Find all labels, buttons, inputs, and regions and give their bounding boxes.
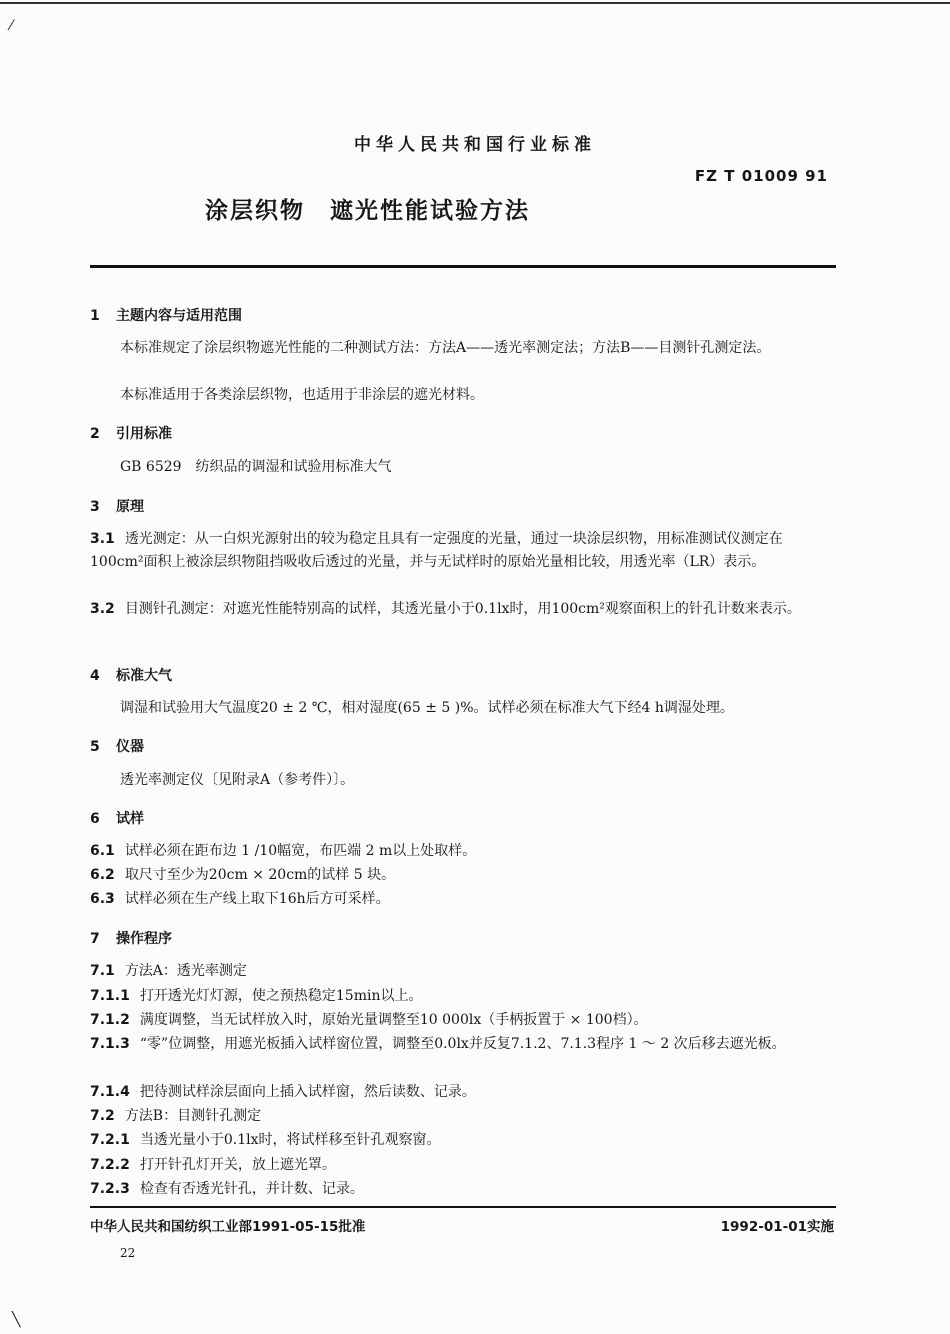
clause-7-1-2 bbox=[90, 1009, 836, 1032]
section-1-heading bbox=[90, 305, 242, 325]
clause-number: 6.2 bbox=[90, 867, 115, 883]
clause-7-1-1 bbox=[90, 985, 836, 1008]
section-1-paragraph-1: 本标准规定了涂层织物遮光性能的二种测试方法：方法A——透光率测定法；方法B——目测针孔测定法。 bbox=[120, 340, 771, 356]
clause-7-1-4 bbox=[90, 1081, 836, 1104]
clause-text: 透光测定：从一白炽光源射出的较为稳定且具有一定强度的光量，通过一块涂层织物，用标准测试仪测定在100cm²面积上被涂层织物阻挡吸收后透过的光量，并与无试样时的原始光量相比较，用透光率（LR）表示。 bbox=[90, 531, 783, 570]
clause-text: 把待测试样涂层面向上插入试样窗，然后读数、记录。 bbox=[139, 1084, 476, 1100]
page-number: 22 bbox=[120, 1246, 136, 1260]
clause-text: 目测针孔测定：对遮光性能特别高的试样，其透光量小于0.1lx时，用100cm²观察面积上的针孔计数来表示。 bbox=[124, 601, 801, 617]
clause-7-2-2 bbox=[90, 1154, 836, 1177]
section-3-heading bbox=[90, 496, 144, 516]
clause-text: 方法A：透光率测定 bbox=[124, 963, 247, 979]
section-number: 1 bbox=[90, 308, 100, 324]
approval-line: 中华人民共和国纺织工业部1991-05-15批准 bbox=[90, 1219, 366, 1235]
clause-text: 当透光量小于0.1lx时，将试样移至针孔观察窗。 bbox=[139, 1132, 441, 1148]
clause-7-2-1 bbox=[90, 1129, 836, 1152]
clause-number: 7.1.3 bbox=[90, 1036, 130, 1052]
document-title: 涂层织物 遮光性能试验方法 bbox=[205, 198, 530, 224]
clause-7-2 bbox=[90, 1105, 836, 1128]
section-number: 2 bbox=[90, 426, 100, 442]
section-title: 标准大气 bbox=[116, 668, 172, 684]
section-number: 4 bbox=[90, 668, 100, 684]
clause-text: 打开针孔灯开关，放上遮光罩。 bbox=[139, 1157, 336, 1173]
clause-number: 7.1.1 bbox=[90, 988, 130, 1004]
section-number: 5 bbox=[90, 739, 100, 755]
clause-text: 试样必须在生产线上取下16h后方可采样。 bbox=[124, 891, 390, 907]
section-4-heading bbox=[90, 665, 172, 685]
clause-6-2 bbox=[90, 864, 836, 887]
reference-standard: GB 6529 纺织品的调湿和试验用标准大气 bbox=[120, 459, 392, 475]
clause-text: 试样必须在距布边 1 /10幅宽，布匹端 2 m以上处取样。 bbox=[124, 843, 477, 859]
publisher-line: 中华人民共和国行业标准 bbox=[354, 135, 596, 155]
section-6-heading bbox=[90, 808, 144, 828]
section-1-paragraph-2: 本标准适用于各类涂层织物，也适用于非涂层的遮光材料。 bbox=[120, 387, 484, 403]
clause-number: 6.1 bbox=[90, 843, 115, 859]
clause-number: 3.1 bbox=[90, 531, 115, 547]
section-title: 主题内容与适用范围 bbox=[116, 308, 242, 324]
clause-text: 打开透光灯灯源，使之预热稳定15min以上。 bbox=[139, 988, 423, 1004]
clause-3-2 bbox=[90, 598, 836, 621]
clause-7-2-3 bbox=[90, 1178, 836, 1201]
scan-edge-line bbox=[0, 2, 950, 4]
section-number: 7 bbox=[90, 931, 100, 947]
clause-6-3 bbox=[90, 888, 836, 911]
clause-number: 7.1.4 bbox=[90, 1084, 130, 1100]
clause-number: 7.2 bbox=[90, 1108, 115, 1124]
standard-code: FZ T 01009 91 bbox=[694, 167, 828, 185]
section-7-heading bbox=[90, 928, 172, 948]
section-title: 试样 bbox=[116, 811, 144, 827]
clause-number: 3.2 bbox=[90, 601, 115, 617]
section-5-paragraph: 透光率测定仪〔见附录A（参考件）〕。 bbox=[120, 772, 355, 788]
section-number: 6 bbox=[90, 811, 100, 827]
clause-number: 6.3 bbox=[90, 891, 115, 907]
section-title: 引用标准 bbox=[116, 426, 172, 442]
clause-7-1 bbox=[90, 960, 836, 983]
section-title: 操作程序 bbox=[116, 931, 172, 947]
clause-number: 7.2.3 bbox=[90, 1181, 130, 1197]
clause-text: 取尺寸至少为20cm × 20cm的试样 5 块。 bbox=[124, 867, 396, 883]
clause-number: 7.2.1 bbox=[90, 1132, 130, 1148]
scan-mark-icon: ╲ bbox=[12, 1312, 21, 1328]
clause-3-1 bbox=[90, 528, 836, 574]
clause-number: 7.1.2 bbox=[90, 1012, 130, 1028]
section-4-paragraph: 调湿和试验用大气温度20 ± 2 ℃，相对湿度(65 ± 5 )%。试样必须在标准大气下经4 h调湿处理。 bbox=[120, 700, 734, 716]
section-title: 仪器 bbox=[116, 739, 144, 755]
clause-text: “零”位调整，用遮光板插入试样窗位置，调整至0.0lx并反复7.1.2、7.1.3程序 1 ～ 2 次后移去遮光板。 bbox=[139, 1036, 786, 1052]
section-number: 3 bbox=[90, 499, 100, 515]
section-title: 原理 bbox=[116, 499, 144, 515]
section-2-heading bbox=[90, 423, 172, 443]
effective-date: 1992-01-01实施 bbox=[720, 1219, 834, 1235]
footer-rule bbox=[90, 1206, 836, 1208]
section-5-heading bbox=[90, 736, 144, 756]
clause-text: 方法B：目测针孔测定 bbox=[124, 1108, 262, 1124]
clause-text: 检查有否透光针孔，并计数、记录。 bbox=[139, 1181, 364, 1197]
scan-mark-icon: ⁄ bbox=[10, 18, 13, 34]
clause-number: 7.1 bbox=[90, 963, 115, 979]
clause-number: 7.2.2 bbox=[90, 1157, 130, 1173]
clause-text: 满度调整，当无试样放入时，原始光量调整至10 000lx（手柄扳置于 × 100档）。 bbox=[139, 1012, 648, 1028]
clause-6-1 bbox=[90, 840, 836, 863]
clause-7-1-3 bbox=[90, 1033, 836, 1056]
header-rule bbox=[90, 265, 836, 268]
